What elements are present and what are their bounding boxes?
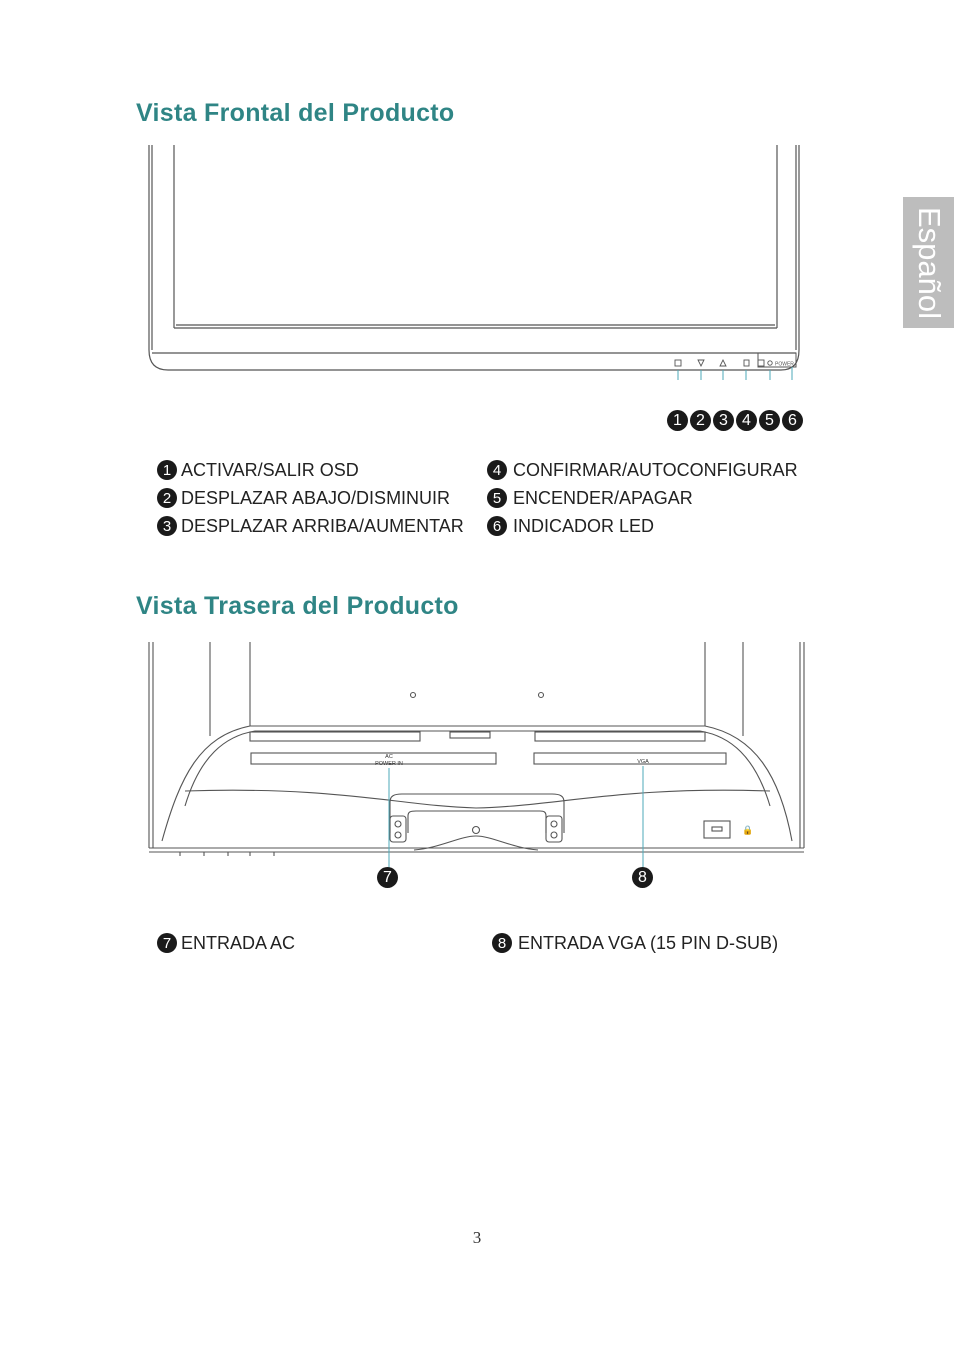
legend-item-1 xyxy=(157,458,359,482)
callout-7: 7 xyxy=(377,867,398,888)
ac-label-line2: POWER IN xyxy=(375,761,403,767)
legend-label-5: ENCENDER/APAGAR xyxy=(513,487,693,508)
rear-view-title: Vista Trasera del Producto xyxy=(136,592,459,620)
legend-badge-4: 4 xyxy=(487,460,507,480)
legend-label-8: ENTRADA VGA (15 PIN D-SUB) xyxy=(518,932,779,953)
legend-label-7: ENTRADA AC xyxy=(181,932,296,953)
callout-5: 5 xyxy=(759,410,780,431)
legend-label-3: DESPLAZAR ARRIBA/AUMENTAR xyxy=(181,515,464,536)
legend-label-2: DESPLAZAR ABAJO/DISMINUIR xyxy=(181,487,451,508)
legend-badge-6: 6 xyxy=(487,516,507,536)
lock-icon: 🔒 xyxy=(742,825,754,835)
legend-badge-8: 8 xyxy=(492,933,512,953)
callout-1: 1 xyxy=(667,410,688,431)
legend-item-4 xyxy=(487,458,798,482)
page-number: 3 xyxy=(472,1228,482,1247)
legend-label-6: INDICADOR LED xyxy=(513,515,655,536)
callout-3: 3 xyxy=(713,410,734,431)
front-callout-numbers xyxy=(667,410,803,431)
legend-item-3 xyxy=(157,514,464,538)
legend-label-4: CONFIRMAR/AUTOCONFIGURAR xyxy=(513,459,798,480)
legend-item-6 xyxy=(487,514,654,538)
rear-view-diagram xyxy=(140,636,815,871)
legend-badge-3: 3 xyxy=(157,516,177,536)
vga-port-label: VGA xyxy=(637,759,649,765)
legend-label-1: ACTIVAR/SALIR OSD xyxy=(181,459,359,480)
front-view-diagram xyxy=(140,140,810,380)
legend-badge-1: 1 xyxy=(157,460,177,480)
legend-item-7 xyxy=(157,931,295,955)
power-label: POWER xyxy=(775,361,794,368)
legend-item-5 xyxy=(487,486,693,510)
front-view-title: Vista Frontal del Producto xyxy=(136,99,455,127)
legend-badge-2: 2 xyxy=(157,488,177,508)
language-tab-label: Español xyxy=(911,206,947,319)
callout-4: 4 xyxy=(736,410,757,431)
callout-2: 2 xyxy=(690,410,711,431)
callout-6: 6 xyxy=(782,410,803,431)
legend-badge-5: 5 xyxy=(487,488,507,508)
legend-badge-7: 7 xyxy=(157,933,177,953)
ac-label-line1: AC xyxy=(385,754,393,760)
legend-item-8 xyxy=(492,931,778,955)
language-tab xyxy=(903,197,954,328)
callout-8: 8 xyxy=(632,867,653,888)
legend-item-2 xyxy=(157,486,450,510)
